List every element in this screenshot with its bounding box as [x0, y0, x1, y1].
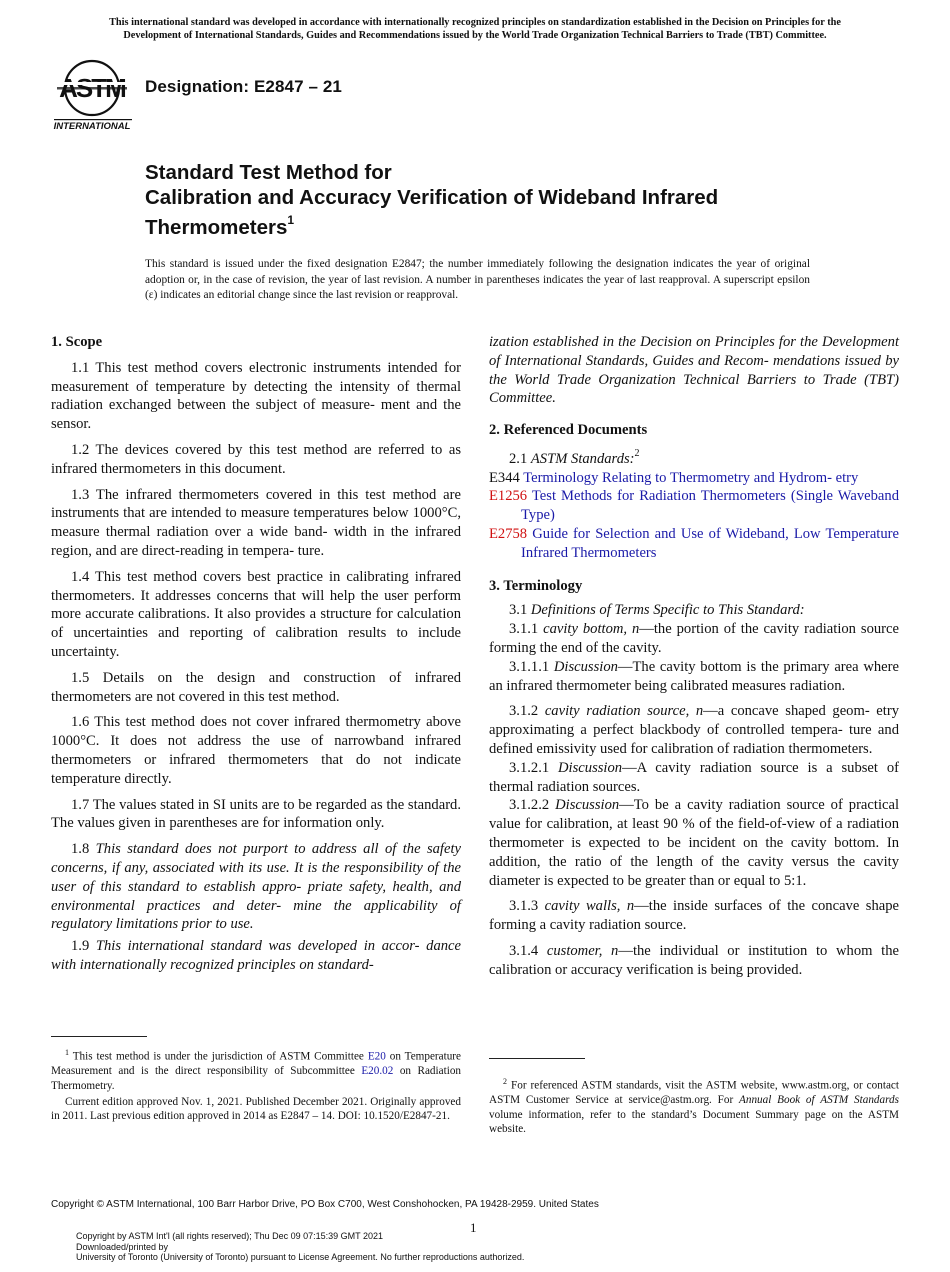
ref-e344[interactable]	[489, 469, 899, 488]
ref-e2758-title[interactable]: Guide for Selection and Use of Wideband, Low Temperature Infrared Thermometers	[521, 526, 899, 561]
title-line1: Standard Test Method for	[145, 161, 392, 184]
designation	[145, 77, 342, 97]
right-column	[489, 333, 899, 980]
term-3-1-4: 3.1.4 customer, n—the individual or institution to whom the calibration or accuracy verification is being provided.	[489, 942, 899, 978]
designation-dash: –	[303, 77, 323, 96]
download-line3: University of Toronto (University of Toronto) pursuant to License Agreement. No further reproductions authorized.	[76, 1252, 525, 1262]
section-1-heading: 1. Scope	[51, 334, 103, 350]
para-1-3: 1.3 The infrared thermometers covered in this test method are instruments that are intended to measure temperatures below 1000°C, measure thermal radiation over a wide band- width in the infrared region, and are direct-reading in tempera- ture.	[51, 486, 461, 559]
title-footnote-mark: 1	[287, 213, 295, 227]
logo-subtext: INTERNATIONAL	[53, 121, 131, 132]
footnote-2-rule	[489, 1058, 585, 1059]
link-e20-02[interactable]: E20.02	[361, 1065, 394, 1078]
astm-logo-icon	[52, 57, 136, 133]
term-3-1-2: 3.1.2 cavity radiation source, n—a concave shaped geom- etry approximating a perfect blackbody of controlled tempera- ture and defined emissivity used for calibration of radiation thermometers.	[489, 703, 900, 757]
para-1-9-text-a: This international standard was developed in accor- dance with internationally recognized principles on standard-	[51, 938, 461, 973]
ref-e2758[interactable]	[489, 525, 899, 563]
footnote-1-approval: Current edition approved Nov. 1, 2021. Published December 2021. Originally approved in 2011. Last previous edition approved in 2014 as E2847 – 14. DOI: 10.1520/E2847-21.	[51, 1095, 461, 1123]
footnote-rule	[51, 1036, 147, 1037]
term-3-1-3: 3.1.3 cavity walls, n—the inside surfaces of the concave shape forming a cavity radiation source.	[489, 898, 899, 934]
para-1-4: 1.4 This test method covers best practice in calibrating infrared thermometers. It addresses concerns that will help the user perform more accurate calibrations. It also provides a structure for calculation of uncertainties and reporting of calibration results to include uncertainty.	[51, 568, 461, 660]
ref-e344-title[interactable]: Terminology Relating to Thermometry and Hydrom- etry	[523, 469, 859, 486]
ref-e1256-code[interactable]: E1256	[489, 488, 528, 505]
para-1-8-text: This standard does not purport to address all of the safety concerns, if any, associated with its use. It is the responsibility of the user of this standard to establish appro- priate safety, health, and environmental practices and deter- mine the applicability of regulatory limitations prior to use.	[51, 841, 461, 933]
download-line1: Copyright by ASTM Int'l (all rights reserved); Thu Dec 09 07:15:39 GMT 2021	[76, 1231, 384, 1241]
ref-e344-code: E344	[489, 469, 520, 486]
para-1-9: 1.9 This international standard was developed in accor- dance with internationally recognized principles on standard-	[51, 938, 461, 973]
tbt-notice	[40, 17, 910, 42]
link-e20[interactable]: E20	[367, 1050, 386, 1063]
download-notice	[76, 1231, 524, 1263]
term-3-1-1: 3.1.1 cavity bottom, n—the portion of the cavity radiation source forming the end of the cavity.	[489, 621, 899, 657]
term-3-1-2-2: 3.1.2.2 Discussion—To be a cavity radiation source of practical value for calibration, at least 90 % of the field-of-view of a radiation thermometer is expected to be incident on the cavity bottom. In addition, the ratio of the length of the cavity versus the cavity diameter is expected to be greater than or equal to 5:1.	[489, 797, 900, 889]
para-1-6: 1.6 This test method does not cover infrared thermometry above 1000°C. It does not address the use of narrowband infrared thermometers or infrared thermometers that do not indicate temperature directly.	[51, 714, 461, 787]
tbt-notice-line2: Development of International Standards, Guides and Recommendations issued by the World Trade Organization Technical Barriers to Trade (TBT) Committee.	[123, 29, 827, 41]
ref-e1256-title[interactable]: Test Methods for Radiation Thermometers (Single Waveband Type)	[521, 488, 899, 524]
para-1-8: 1.8 This standard does not purport to address all of the safety concerns, if any, associated with its use. It is the responsibility of the user of this standard to establish appro- priate safety, health, and environmental practices and deter- mine the applicability of regulatory limitations prior to use.	[51, 841, 461, 933]
footnote-2-text: $^2$ For referenced ASTM standards, visit the ASTM website, www.astm.org, or contact ASTM Customer Service at service@astm.org. For Annual Book of ASTM Standards volume information, refer to the standard’s Document Summary page on the ASTM website.	[489, 1077, 899, 1135]
tbt-notice-line1: This international standard was developed in accordance with internationally recognized principles on standardization established in the Decision on Principles for the	[109, 17, 841, 28]
para-1-5: 1.5 Details on the design and construction of infrared thermometers are not covered in this test method.	[51, 669, 461, 705]
issued-note: This standard is issued under the fixed designation E2847; the number immediately following the designation indicates the year of original adoption or, in the case of revision, the year of last revision. A number in parentheses indicates the year of last reapproval. A superscript epsilon (ε) indicates an editorial change since the last revision or reapproval.	[145, 258, 810, 301]
document-title	[145, 160, 845, 240]
section-2-heading: 2. Referenced Documents	[489, 422, 648, 439]
para-1-9-continued: ization established in the Decision on Principles for the Development of International Standards, Guides and Recom- mendations issued by the World Trade Organization Technical Barriers to Trade (TBT) Committee.	[489, 334, 899, 407]
astm-logo	[52, 57, 136, 133]
para-1-2: 1.2 The devices covered by this test method are referred to as infrared thermometers in this document.	[51, 441, 461, 477]
page-number: 1	[470, 1220, 477, 1235]
download-line2: Downloaded/printed by	[76, 1241, 169, 1252]
section-3-heading: 3. Terminology	[489, 577, 583, 594]
term-3-1-1-1: 3.1.1.1 Discussion—The cavity bottom is the primary area where an infrared thermometer being calibrated measures radiation.	[489, 658, 899, 694]
title-line3: Thermometers	[145, 215, 288, 239]
para-1-7: 1.7 The values stated in SI units are to be regarded as the standard. The values given in parentheses are for information only.	[51, 796, 461, 832]
ref-e2758-code[interactable]: E2758	[489, 526, 528, 543]
footnote-1	[51, 1036, 461, 1124]
left-column	[51, 333, 461, 975]
copyright-line: Copyright © ASTM International, 100 Barr Harbor Drive, PO Box C700, West Conshohocken, PA 19428-2959. United States	[51, 1199, 599, 1210]
designation-year: 21	[322, 77, 342, 96]
para-2-1: 2.1 ASTM Standards:$^2$	[509, 447, 640, 467]
ref-e1256[interactable]	[489, 487, 899, 525]
footnote-1-text: $^1$ This test method is under the jurisdiction of ASTM Committee E20 on Temperature Measurement and is the direct responsibility of Subcommittee E20.02 on Radiation Thermometry.	[51, 1048, 462, 1092]
para-3-1: 3.1 Definitions of Terms Specific to This Standard:	[509, 602, 805, 619]
para-1-1: 1.1 This test method covers electronic instruments intended for measurement of temperature by detecting the intensity of thermal radiation exchanged between the subject of measure- ment and the sensor.	[51, 359, 461, 433]
term-3-1-2-1: 3.1.2.1 Discussion—A cavity radiation source is a subset of thermal radiation sources.	[489, 759, 899, 795]
footnote-2	[489, 1058, 899, 1136]
designation-label: Designation: E2847	[145, 77, 304, 96]
title-line2: Calibration and Accuracy Verification of Wideband Infrared	[145, 186, 719, 209]
